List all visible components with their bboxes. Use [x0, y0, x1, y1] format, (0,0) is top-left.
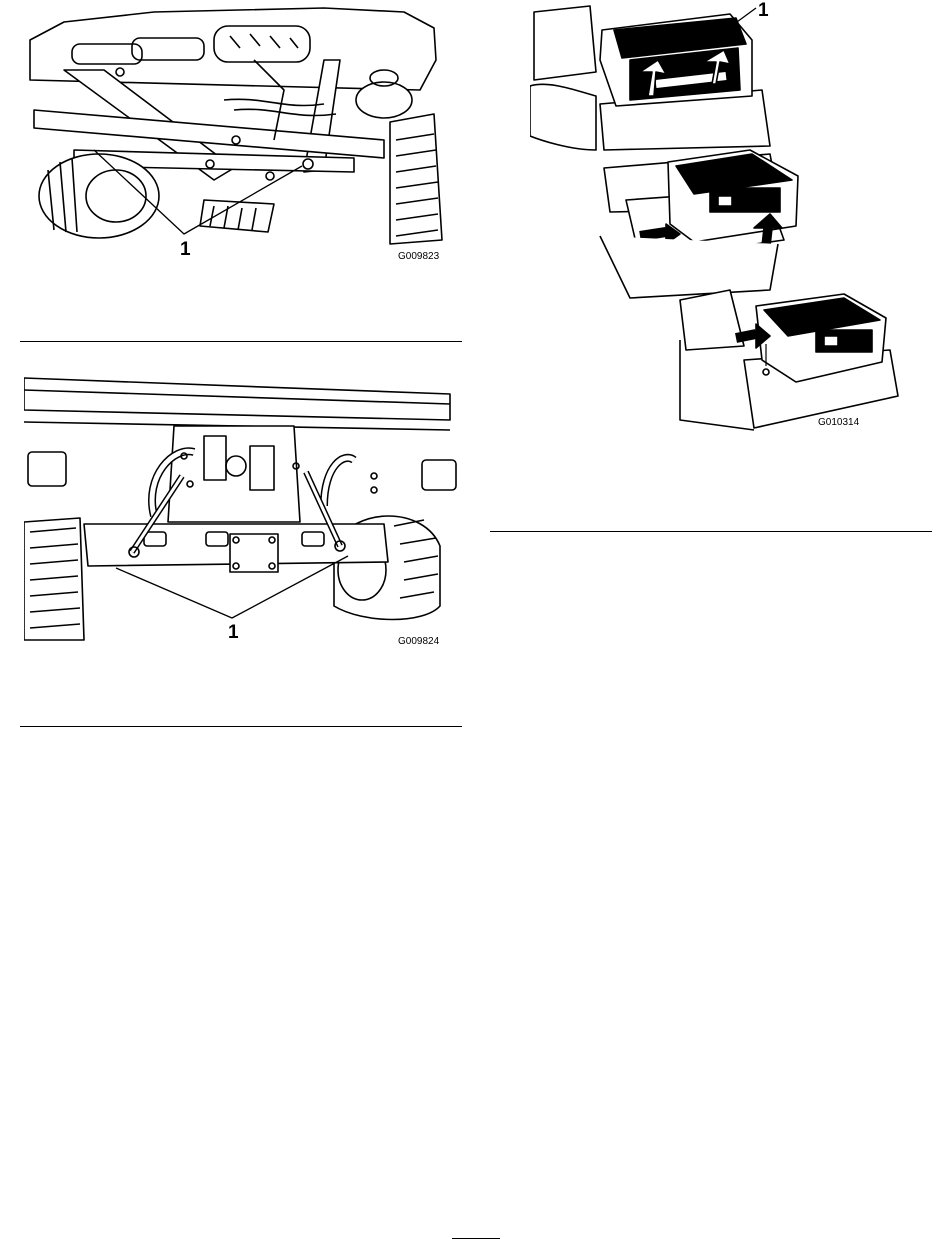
- divider-3: [490, 531, 932, 532]
- figure-3-callout: 1: [758, 0, 769, 21]
- figure-underside-rear: [24, 356, 462, 656]
- hood-installation-illustration: [530, 0, 910, 436]
- page-number-rule: [452, 1238, 500, 1239]
- underside-rear-illustration: [24, 356, 462, 656]
- figure-underside-front: [24, 0, 462, 270]
- figure-hood-installation: [530, 0, 910, 436]
- figure-2-callout: 1: [228, 622, 239, 643]
- figure-3-code: G010314: [818, 417, 860, 428]
- divider-2: [20, 726, 462, 727]
- underside-front-illustration: [24, 0, 462, 270]
- figure-1-callout: 1: [180, 239, 191, 260]
- divider-1: [20, 341, 462, 342]
- figure-1-code: G009823: [398, 251, 440, 262]
- figure-2-code: G009824: [398, 636, 440, 647]
